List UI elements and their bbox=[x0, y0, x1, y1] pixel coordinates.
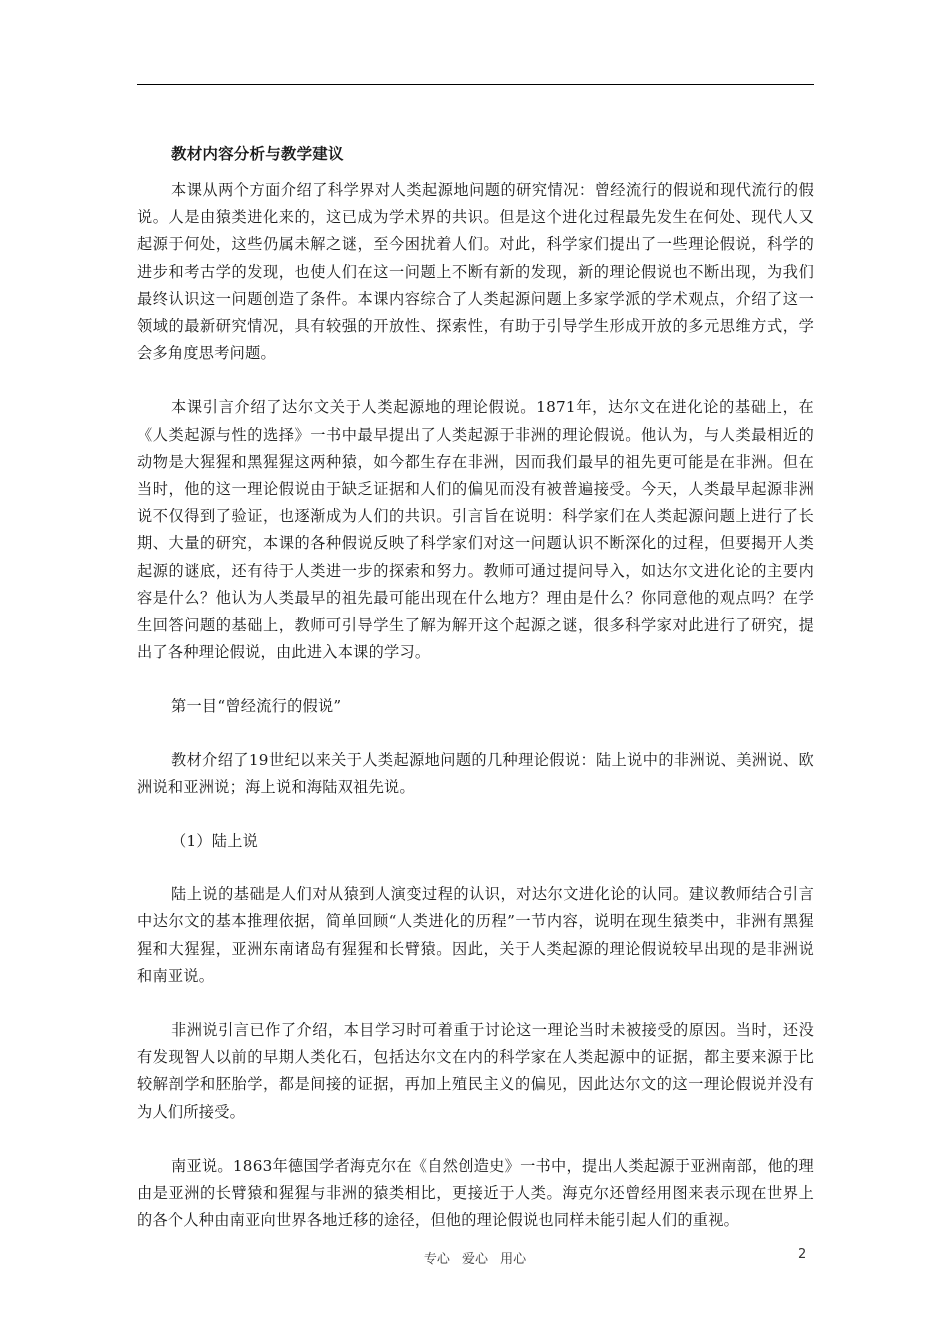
paragraph-overview: 本课从两个方面介绍了科学界对人类起源地问题的研究情况：曾经流行的假说和现代流行的假说。人是由猿类进化来的，这已成为学术界的共识。但是这个进化过程最先发生在何处、现代人又起源于何处，这些仍属未解之谜，至今困扰着人们。对此，科学家们提出了一些理论假说，科学的进步和考古学的发现，也使人们在这一问题上不断有新的发现，新的理论假说也不断出现，为我们最终认识这一问题创造了条件。本课内容综合了人类起源问题上多家学派的学术观点，介绍了这一领域的最新研究情况，具有较强的开放性、探索性，有助于引导学生形成开放的多元思维方式，学会多角度思考问题。 bbox=[137, 181, 814, 363]
page-number: 2 bbox=[798, 1247, 807, 1262]
document-body bbox=[137, 140, 814, 1262]
footer-motto: 专心 爱心 用心 bbox=[423, 1252, 527, 1267]
paragraph-africa-theory: 非洲说引言已作了介绍，本目学习时可着重于讨论这一理论当时未被接受的原因。当时，还没有发现智人以前的早期人类化石，包括达尔文在内的科学家在人类起源中的证据，都主要来源于比较解剖学和胚胎学，都是间接的证据，再加上殖民主义的偏见，因此达尔文的这一理论假说并没有为人们所接受。 bbox=[137, 1021, 814, 1121]
paragraph-south-asia-theory: 南亚说。1863年德国学者海克尔在《自然创造史》一书中，提出人类起源于亚洲南部，他的理由是亚洲的长臂猿和猩猩与非洲的猿类相比，更接近于人类。海克尔还曾经用图来表示现在世界上的各个人种由南亚向世界各地迁移的途径，但他的理论假说也同样未能引起人们的重视。 bbox=[137, 1156, 814, 1230]
section-heading: 教材内容分析与教学建议 bbox=[171, 144, 344, 163]
subsection-land-theory: （1）陆上说 bbox=[171, 832, 259, 851]
subsection-title: 第一目“曾经流行的假说” bbox=[171, 697, 342, 716]
paragraph-introduction: 本课引言介绍了达尔文关于人类起源地的理论假说。1871年，达尔文在进化论的基础上，在《人类起源与性的选择》一书中最早提出了人类起源于非洲的理论假说。他认为，与人类最相近的动物是大猩猩和黑猩猩这两种猿，如今都生存在非洲，因而我们最早的祖先更可能是在非洲。但在当时，他的这一理论假说由于缺乏证据和人们的偏见而没有被普遍接受。今天，人类最早起源非洲说不仅得到了验证，也逐渐成为人们的共识。引言旨在说明：科学家们在人类起源问题上进行了长期、大量的研究，本课的各种假说反映了科学家们对这一问题认识不断深化的过程，但要揭开人类起源的谜底，还有待于人类进一步的探索和努力。教师可通过提问导入，如达尔文进化论的主要内容是什么？他认为人类最早的祖先最可能出现在什么地方？理由是什么？你同意他的观点吗？在学生回答问题的基础上，教师可引导学生了解为解开这个起源之谜，很多科学家对此进行了研究，提出了各种理论假说，由此进入本课的学习。 bbox=[137, 398, 814, 662]
header-rule bbox=[137, 84, 814, 85]
paragraph-land-theory: 陆上说的基础是人们对从猿到人演变过程的认识，对达尔文进化论的认同。建议教师结合引言中达尔文的基本推理依据，简单回顾“人类进化的历程”一节内容，说明在现生猿类中，非洲有黑猩猩和大猩猩，亚洲东南诸岛有猩猩和长臂猿。因此，关于人类起源的理论假说较早出现的是非洲说和南亚说。 bbox=[137, 885, 814, 985]
paragraph-hypotheses-summary: 教材介绍了19世纪以来关于人类起源地问题的几种理论假说：陆上说中的非洲说、美洲说、欧洲说和亚洲说；海上说和海陆双祖先说。 bbox=[137, 750, 814, 796]
